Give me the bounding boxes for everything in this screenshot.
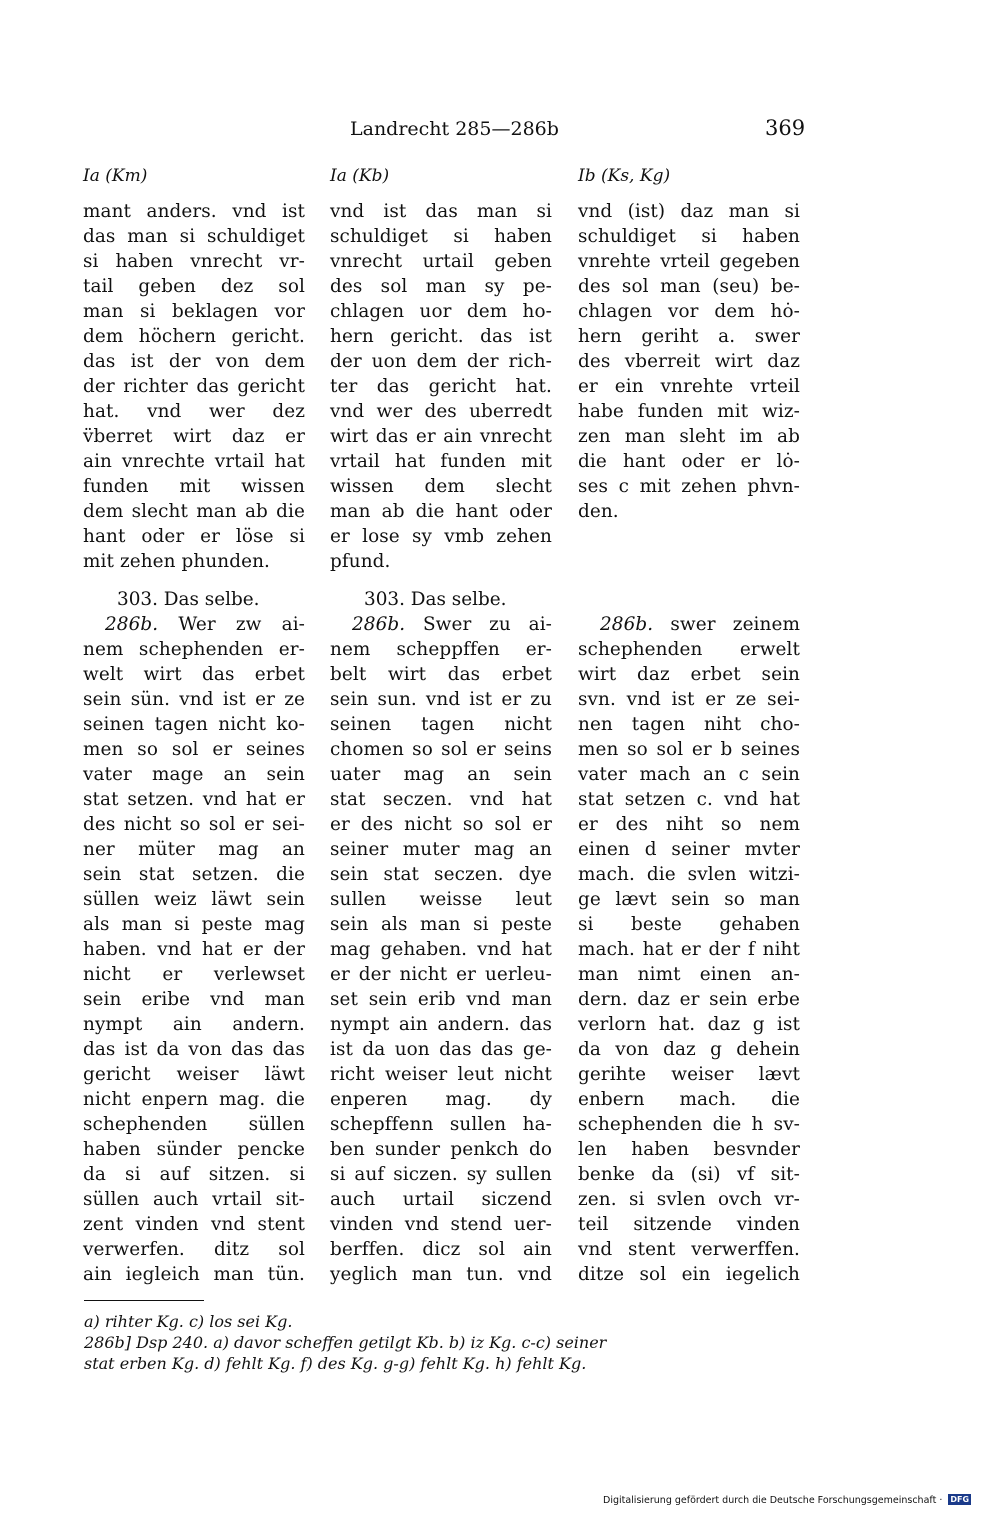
section-number: 286b. [600,614,654,635]
running-head: Landrecht 285—286b [350,118,559,140]
text-line: ist da uon das das ge- [330,1039,552,1060]
text-line: sein eribe vnd man [83,989,305,1010]
page-number: 369 [765,116,806,140]
text-line: zen man sleht im ab [578,426,800,447]
text-line: den. [578,501,619,522]
text-line: sein als man si peste [330,914,552,935]
text-line: da si auf sitzen. si [83,1164,305,1185]
text-line: sein stat seczen. dye [330,864,552,885]
text-line: ain vnrechte vrtail hat [83,451,305,472]
section-first-words: swer zeinem [670,614,801,635]
text-line: vnrehte vrteil gegeben [578,251,800,272]
text-line: des sol man sy pe- [330,276,552,297]
text-line: er der nicht er uerleu- [330,964,552,985]
text-line: verwerfen. ditz sol [83,1239,305,1260]
text-line: man ab die hant oder [330,501,552,522]
text-line: set sein erib vnd man [330,989,552,1010]
text-line: seinen tagen nicht ko- [83,714,305,735]
text-line: teil sitzende vinden [578,1214,800,1235]
footnote-line-3: stat erben Kg. d) fehlt Kg. f) des Kg. g-g) fehlt Kg. h) fehlt Kg. [84,1354,587,1373]
text-line: ben sunder penkch do [330,1139,552,1160]
text-line: vater mach an c sein [578,764,800,785]
text-line: ner müter mag an [83,839,305,860]
text-line: ditze sol ein iegelich [578,1264,800,1285]
text-line: das man si schuldiget [83,226,305,247]
column-text-upper [578,199,800,524]
text-line: stat seczen. vnd hat [330,789,552,810]
text-line: ain iegleich man tün. [83,1264,305,1285]
text-line: wissen dem slecht [330,476,552,497]
text-line: vrtail hat funden mit [330,451,552,472]
text-line: vater mage an sein [83,764,305,785]
text-line: vnd stent verwerffen. [578,1239,800,1260]
text-line: enperen mag. dy [330,1089,552,1110]
section-number: 286b. [352,614,406,635]
column-siglum: Ia (Kb) [330,166,390,186]
text-line: seinen tagen nicht [330,714,552,735]
text-line: der uon dem der rich- [330,351,552,372]
text-line: süllen weiz läwt sein [83,889,305,910]
text-line: schephenden die h sv- [578,1114,800,1135]
text-line: des vberreit wirt daz [578,351,800,372]
text-line: schephenden erwelt [578,639,800,660]
text-line: men so sol er b seines [578,739,800,760]
text-line: wirt das er ain vnrecht [330,426,552,447]
text-line: sein sun. vnd ist er zu [330,689,552,710]
text-line: enbern mach. die [578,1089,800,1110]
column-siglum: Ia (Km) [83,166,148,186]
footnote-line-2: 286b] Dsp 240. a) davor scheffen getilgt Kb. b) iz Kg. c-c) seiner [84,1333,607,1352]
text-line: hern geriht a. swer [578,326,800,347]
text-line: schuldiget si haben [330,226,552,247]
text-line: pfund. [330,551,391,572]
text-line: er lose sy vmb zehen [330,526,552,547]
text-line: welt wirt das erbet [83,664,305,685]
text-line: haben sünder pencke [83,1139,305,1160]
text-line: sullen weisse leut [330,889,552,910]
text-line: tail geben dez sol [83,276,305,297]
text-line: haben. vnd hat er der [83,939,305,960]
text-line: er ein vnrehte vrteil [578,376,800,397]
section-first-words: Wer zw ai- [178,614,305,635]
text-line: der richter das gericht [83,376,305,397]
text-line: nem scheppffen er- [330,639,552,660]
text-line: belt wirt das erbet [330,664,552,685]
text-line: zen. si svlen ovch vr- [578,1189,800,1210]
text-line: dern. daz er sein erbe [578,989,800,1010]
text-line: da von daz g dehein [578,1039,800,1060]
text-line: chlagen uor dem ho- [330,301,552,322]
text-line: chomen so sol er seins [330,739,552,760]
text-line: v̈berret wirt daz er [83,426,305,447]
text-line: wirt daz erbet sein [578,664,800,685]
text-line: er des niht so nem [578,814,800,835]
column-text-upper [83,199,305,574]
text-line: stat setzen. vnd hat er [83,789,305,810]
footnotes [84,1311,806,1374]
column-text-lower [578,612,800,1287]
text-line: verlorn hat. daz g ist [578,1014,800,1035]
text-line: funden mit wissen [83,476,305,497]
footnote-line-1: a) rihter Kg. c) los sei Kg. [84,1312,293,1331]
text-line: dem höchern gericht. [83,326,305,347]
text-line: hern gericht. das ist [330,326,552,347]
text-line: dem slecht man ab die [83,501,305,522]
text-line: mag gehaben. vnd hat [330,939,552,960]
text-line: zent vinden vnd stent [83,1214,305,1235]
text-line: die hant oder er lȯ- [578,451,800,472]
text-line: mant anders. vnd ist [83,201,305,222]
section-number: 286b. [105,614,159,635]
text-line: vnd wer des uberredt [330,401,552,422]
text-line: habe funden mit wiz- [578,401,800,422]
text-line: si beste gehaben [578,914,800,935]
text-line: stat setzen c. vnd hat [578,789,800,810]
text-line: richt weiser leut nicht [330,1064,552,1085]
text-line: ge lævt sein so man [578,889,800,910]
digitization-note [603,1494,971,1506]
text-line: des nicht so sol er sei- [83,814,305,835]
digitization-text: Digitalisierung gefördert durch die Deutsche Forschungsgemeinschaft · [603,1495,943,1506]
text-line: man nimt einen an- [578,964,800,985]
text-line: nympt ain andern. [83,1014,305,1035]
column-text-lower [83,612,305,1287]
text-line-first [83,612,305,637]
text-line: man si beklagen vor [83,301,305,322]
text-line: nympt ain andern. das [330,1014,552,1035]
text-line: seiner muter mag an [330,839,552,860]
text-line: einen d seiner mvter [578,839,800,860]
text-line: vinden vnd stend uer- [330,1214,552,1235]
text-line: mach. die svlen witzi- [578,864,800,885]
text-line: benke da (si) vf sit- [578,1164,800,1185]
text-line: hat. vnd wer dez [83,401,305,422]
text-line: uater mag an sein [330,764,552,785]
text-line-first [578,612,800,637]
text-line: len haben besvnder [578,1139,800,1160]
text-line: auch urtail siczend [330,1189,552,1210]
text-line: schephenden süllen [83,1114,305,1135]
section-first-words: Swer zu ai- [422,614,552,635]
text-line: sein sün. vnd ist er ze [83,689,305,710]
footnote-rule [84,1300,204,1301]
section-heading: 303. Das selbe. [117,589,260,610]
section-heading: 303. Das selbe. [364,589,507,610]
column-text-upper [330,199,552,574]
text-line: schepffenn sullen ha- [330,1114,552,1135]
text-line: als man si peste mag [83,914,305,935]
text-line-first [330,612,552,637]
text-line: vnd (ist) daz man si [578,201,800,222]
text-line: des sol man (seu) be- [578,276,800,297]
text-line: mit zehen phunden. [83,551,270,572]
text-line: süllen auch vrtail sit- [83,1189,305,1210]
dfg-logo: DFG [950,1495,970,1504]
column-text-lower [330,612,552,1287]
text-line: nicht enpern mag. die [83,1089,305,1110]
text-line: mach. hat er der f niht [578,939,800,960]
text-line: chlagen vor dem hȯ- [578,301,800,322]
text-line: berffen. dicz sol ain [330,1239,552,1260]
text-line: si haben vnrecht vr- [83,251,305,272]
text-line: hant oder er löse si [83,526,305,547]
text-line: vnrecht urtail geben [330,251,552,272]
text-line: er des nicht so sol er [330,814,552,835]
text-line: si auf siczen. sy sullen [330,1164,552,1185]
text-line: nicht er verlewset [83,964,305,985]
text-line: gericht weiser läwt [83,1064,305,1085]
column-siglum: Ib (Ks, Kg) [578,166,671,186]
text-line: svn. vnd ist er ze sei- [578,689,800,710]
text-line: men so sol er seines [83,739,305,760]
text-line: ses c mit zehen phvn- [578,476,800,497]
text-line: nen tagen niht cho- [578,714,800,735]
text-line: nem schephenden er- [83,639,305,660]
text-line: ter das gericht hat. [330,376,552,397]
text-line: schuldiget si haben [578,226,800,247]
text-line: das ist da von das das [83,1039,305,1060]
text-line: das ist der von dem [83,351,305,372]
text-line: vnd ist das man si [330,201,552,222]
text-line: sein stat setzen. die [83,864,305,885]
text-line: yeglich man tun. vnd [330,1264,552,1285]
text-line: gerihte weiser lævt [578,1064,800,1085]
